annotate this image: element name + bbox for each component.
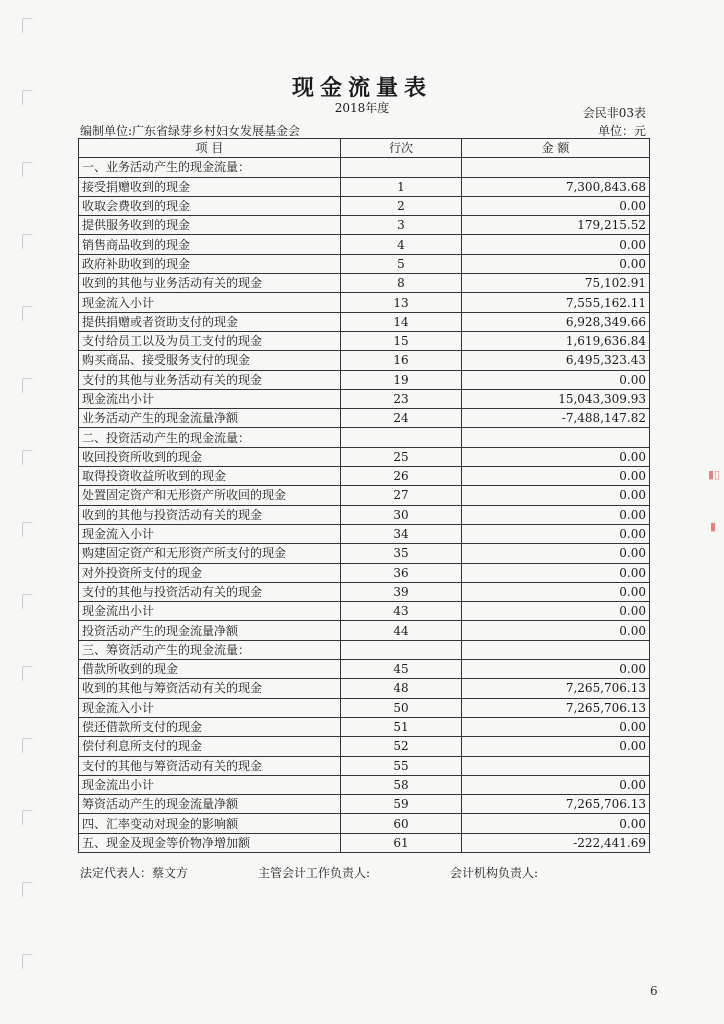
- row-amount: 0.00: [462, 447, 650, 466]
- row-line-number: 59: [341, 795, 462, 814]
- table-row: [79, 177, 650, 196]
- row-line-number: [341, 640, 462, 659]
- row-line-number: 27: [341, 486, 462, 505]
- row-item-label: 支付的其他与投资活动有关的现金: [79, 582, 341, 601]
- row-line-number: 26: [341, 467, 462, 486]
- table-row: [79, 544, 650, 563]
- row-item-label: 提供捐赠或者资助支付的现金: [79, 312, 341, 331]
- row-item-label: 提供服务收到的现金: [79, 216, 341, 235]
- row-item-label: 一、业务活动产生的现金流量：: [79, 158, 341, 177]
- accounting-agency-head: 会计机构负责人:: [450, 866, 539, 880]
- currency-unit: 单位：元: [597, 124, 646, 138]
- row-amount: 1,619,636.84: [462, 331, 650, 350]
- row-item-label: 购建固定资产和无形资产所支付的现金: [79, 544, 341, 563]
- table-row: [79, 505, 650, 524]
- table-row: [79, 775, 650, 794]
- row-item-label: 偿还借款所支付的现金: [79, 717, 341, 736]
- row-item-label: 收回投资所收到的现金: [79, 447, 341, 466]
- row-line-number: 39: [341, 582, 462, 601]
- row-line-number: 5: [341, 254, 462, 273]
- row-line-number: 55: [341, 756, 462, 775]
- binder-hole: [22, 738, 33, 753]
- table-row: [79, 409, 650, 428]
- row-amount: 75,102.91: [462, 274, 650, 293]
- row-item-label: 购买商品、接受服务支付的现金: [79, 351, 341, 370]
- binder-hole: [22, 378, 33, 393]
- page-title: 现金流量表: [291, 75, 432, 101]
- row-amount: 0.00: [462, 582, 650, 601]
- row-item-label: 现金流出小计: [79, 775, 341, 794]
- reporting-entity: 编制单位:广东省绿芽乡村妇女发展基金会: [80, 124, 301, 138]
- table-row: [79, 563, 650, 582]
- row-line-number: 58: [341, 775, 462, 794]
- row-line-number: 15: [341, 331, 462, 350]
- row-line-number: 30: [341, 505, 462, 524]
- binder-hole: [22, 234, 33, 249]
- row-amount: 0.00: [462, 486, 650, 505]
- row-line-number: 16: [341, 351, 462, 370]
- row-line-number: 60: [341, 814, 462, 833]
- row-amount: 0.00: [462, 505, 650, 524]
- row-item-label: 处置固定资产和无形资产所收回的现金: [79, 486, 341, 505]
- table-row: [79, 602, 650, 621]
- row-item-label: 销售商品收到的现金: [79, 235, 341, 254]
- row-amount: 0.00: [462, 254, 650, 273]
- binder-hole: [22, 306, 33, 321]
- table-row: [79, 196, 650, 215]
- row-item-label: 四、汇率变动对现金的影响额: [79, 814, 341, 833]
- row-item-label: 二、投资活动产生的现金流量：: [79, 428, 341, 447]
- table-row: [79, 756, 650, 775]
- row-amount: [462, 428, 650, 447]
- row-line-number: 25: [341, 447, 462, 466]
- row-line-number: 1: [341, 177, 462, 196]
- binder-hole: [22, 666, 33, 681]
- table-row: [79, 679, 650, 698]
- row-amount: 0.00: [462, 602, 650, 621]
- table-row: [79, 274, 650, 293]
- row-item-label: 收到的其他与业务活动有关的现金: [79, 274, 341, 293]
- table-row: [79, 486, 650, 505]
- table-row: [79, 833, 650, 852]
- row-item-label: 筹资活动产生的现金流量净额: [79, 795, 341, 814]
- row-amount: 0.00: [462, 814, 650, 833]
- row-item-label: 支付的其他与业务活动有关的现金: [79, 370, 341, 389]
- table-row: [79, 524, 650, 543]
- legal-representative: 法定代表人：蔡文方: [80, 866, 189, 880]
- row-amount: 0.00: [462, 524, 650, 543]
- binder-hole: [22, 450, 33, 465]
- table-row: [79, 428, 650, 447]
- row-amount: [462, 158, 650, 177]
- binder-hole: [22, 810, 33, 825]
- row-amount: 0.00: [462, 775, 650, 794]
- table-row: [79, 640, 650, 659]
- row-amount: 7,265,706.13: [462, 698, 650, 717]
- table-row: [79, 293, 650, 312]
- row-line-number: 36: [341, 563, 462, 582]
- row-line-number: 3: [341, 216, 462, 235]
- row-item-label: 收到的其他与投资活动有关的现金: [79, 505, 341, 524]
- table-row: [79, 814, 650, 833]
- row-item-label: 投资活动产生的现金流量净额: [79, 621, 341, 640]
- table-row: [79, 331, 650, 350]
- table-row: [79, 621, 650, 640]
- row-amount: 0.00: [462, 196, 650, 215]
- row-item-label: 接受捐赠收到的现金: [79, 177, 341, 196]
- page-number: 6: [650, 984, 658, 998]
- row-amount: 0.00: [462, 621, 650, 640]
- row-line-number: 2: [341, 196, 462, 215]
- seal-mark-icon: ▮▯: [708, 468, 721, 481]
- row-item-label: 现金流入小计: [79, 698, 341, 717]
- row-line-number: 48: [341, 679, 462, 698]
- table-row: [79, 370, 650, 389]
- binder-hole: [22, 522, 33, 537]
- column-header-row: 行次: [341, 139, 462, 158]
- row-amount: 179,215.52: [462, 216, 650, 235]
- row-item-label: 三、筹资活动产生的现金流量：: [79, 640, 341, 659]
- row-item-label: 业务活动产生的现金流量净额: [79, 409, 341, 428]
- row-amount: 15,043,309.93: [462, 389, 650, 408]
- row-amount: [462, 756, 650, 775]
- row-line-number: 13: [341, 293, 462, 312]
- row-amount: -222,441.69: [462, 833, 650, 852]
- row-amount: 0.00: [462, 235, 650, 254]
- table-row: [79, 467, 650, 486]
- table-row: [79, 698, 650, 717]
- row-amount: 0.00: [462, 544, 650, 563]
- table-row: [79, 660, 650, 679]
- row-amount: 0.00: [462, 660, 650, 679]
- row-item-label: 支付给员工以及为员工支付的现金: [79, 331, 341, 350]
- table-row: [79, 737, 650, 756]
- table-row: [79, 351, 650, 370]
- row-line-number: 8: [341, 274, 462, 293]
- row-amount: 7,265,706.13: [462, 795, 650, 814]
- row-line-number: 23: [341, 389, 462, 408]
- table-row: [79, 795, 650, 814]
- row-amount: 7,555,162.11: [462, 293, 650, 312]
- form-code: 会民非03表: [582, 106, 646, 120]
- row-amount: -7,488,147.82: [462, 409, 650, 428]
- row-item-label: 支付的其他与筹资活动有关的现金: [79, 756, 341, 775]
- binder-hole: [22, 882, 33, 897]
- row-line-number: 44: [341, 621, 462, 640]
- row-line-number: 35: [341, 544, 462, 563]
- row-amount: 0.00: [462, 370, 650, 389]
- column-header-item: 项 目: [79, 139, 341, 158]
- row-line-number: 43: [341, 602, 462, 621]
- accounting-supervisor: 主管会计工作负责人:: [258, 866, 371, 880]
- row-item-label: 现金流出小计: [79, 602, 341, 621]
- row-item-label: 取得投资收益所收到的现金: [79, 467, 341, 486]
- row-item-label: 政府补助收到的现金: [79, 254, 341, 273]
- row-line-number: 51: [341, 717, 462, 736]
- table-row: [79, 235, 650, 254]
- row-amount: 6,495,323.43: [462, 351, 650, 370]
- row-line-number: 4: [341, 235, 462, 254]
- row-amount: 0.00: [462, 717, 650, 736]
- report-year: 2018年度: [334, 101, 390, 115]
- row-line-number: 61: [341, 833, 462, 852]
- row-line-number: 24: [341, 409, 462, 428]
- table-row: [79, 447, 650, 466]
- binder-hole: [22, 18, 33, 33]
- row-item-label: 对外投资所支付的现金: [79, 563, 341, 582]
- row-line-number: 19: [341, 370, 462, 389]
- row-item-label: 偿付利息所支付的现金: [79, 737, 341, 756]
- row-line-number: 52: [341, 737, 462, 756]
- table-row: [79, 582, 650, 601]
- row-line-number: [341, 428, 462, 447]
- table-row: [79, 216, 650, 235]
- table-row: [79, 312, 650, 331]
- row-line-number: 50: [341, 698, 462, 717]
- table-row: [79, 717, 650, 736]
- row-line-number: 45: [341, 660, 462, 679]
- binder-hole: [22, 954, 33, 969]
- row-item-label: 收到的其他与筹资活动有关的现金: [79, 679, 341, 698]
- row-item-label: 借款所收到的现金: [79, 660, 341, 679]
- row-line-number: 34: [341, 524, 462, 543]
- row-amount: 0.00: [462, 563, 650, 582]
- row-line-number: 14: [341, 312, 462, 331]
- row-item-label: 现金流出小计: [79, 389, 341, 408]
- table-header: [79, 139, 650, 158]
- binder-hole: [22, 162, 33, 177]
- column-header-amount: 金 额: [462, 139, 650, 158]
- row-amount: [462, 640, 650, 659]
- row-item-label: 收取会费收到的现金: [79, 196, 341, 215]
- binder-hole: [22, 594, 33, 609]
- row-item-label: 现金流入小计: [79, 293, 341, 312]
- row-amount: 7,300,843.68: [462, 177, 650, 196]
- row-line-number: [341, 158, 462, 177]
- row-amount: 0.00: [462, 737, 650, 756]
- cash-flow-table: [78, 138, 650, 853]
- table-row: [79, 254, 650, 273]
- table-row: [79, 158, 650, 177]
- row-amount: 7,265,706.13: [462, 679, 650, 698]
- seal-mark-icon: ▮: [710, 520, 717, 533]
- row-item-label: 现金流入小计: [79, 524, 341, 543]
- row-item-label: 五、现金及现金等价物净增加额: [79, 833, 341, 852]
- row-amount: 6,928,349.66: [462, 312, 650, 331]
- table-row: [79, 389, 650, 408]
- row-amount: 0.00: [462, 467, 650, 486]
